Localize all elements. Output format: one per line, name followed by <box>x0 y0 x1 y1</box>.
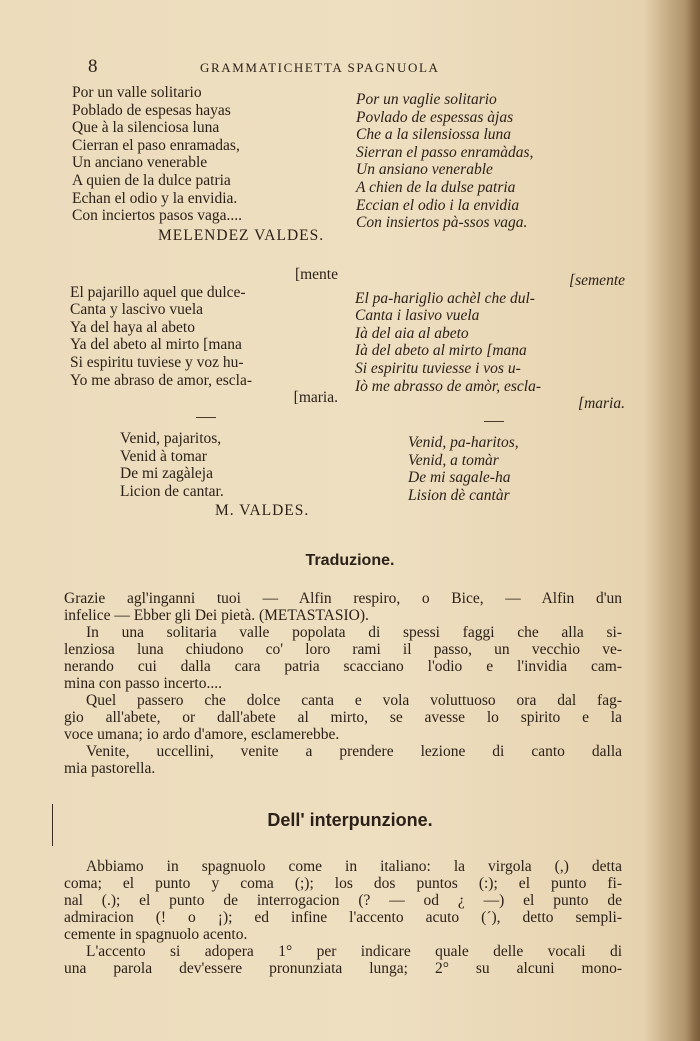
pronunciation-line: Un ansiano venerable <box>356 161 493 179</box>
text-line: infelice — Ebber gli Dei pietà. (METASTASIO). <box>64 607 369 624</box>
page-number: 8 <box>88 56 98 77</box>
text-line: mia pastorella. <box>64 760 156 777</box>
text-line: mina con passo incerto.... <box>64 675 222 692</box>
poem-author: M. VALDES. <box>215 502 310 520</box>
section-dash <box>196 417 216 418</box>
pronunciation-line: Iò me abrasso de amòr, escla- <box>355 377 541 395</box>
verse-line: A quien de la dulce patria <box>72 171 231 189</box>
verse-line: Canta y lascivo vuela <box>70 301 203 319</box>
verse-line: Si espiritu tuviese y voz hu- <box>70 353 244 371</box>
pronunciation-line: A chien de la dulse patria <box>356 178 516 196</box>
text-line: voce umana; io ardo d'amore, esclamerebbe. <box>64 726 340 743</box>
punctuation-paragraph <box>64 858 622 977</box>
text-line: admiracion (! o ¡); ed infine l'accento acuto (´), detto sempli- <box>64 909 622 926</box>
text-line: una parola dev'essere pronunziata lunga; 2° su alcuni mono- <box>64 960 622 977</box>
pronunciation-line: Por un vaglie solitario <box>356 91 497 108</box>
translation-paragraph <box>64 590 622 777</box>
text-line: nal (.); el punto de interrogacion (? — od ¿ —) el punto de <box>64 892 622 909</box>
text-line: Grazie agl'inganni tuoi — Alfin respiro, o Bice, — Alfin d'un <box>64 590 622 607</box>
pronunciation-line: Ià del aia al abeto <box>355 324 469 342</box>
text-line: nerando cui dalla cara patria scacciano l'odio e l'invidia cam- <box>64 658 622 675</box>
text-line: Venite, uccellini, venite a prendere lezione di canto dalla <box>86 743 622 760</box>
verse-line: Yo me abraso de amor, escla- <box>70 371 253 389</box>
verse-line: Poblado de espesas hayas <box>72 101 231 119</box>
verse-line: De mi zagàleja <box>120 465 213 483</box>
pronunciation-line: Canta i lasivo vuela <box>355 307 480 325</box>
text-line: Abbiamo in spagnuolo come in italiano: la virgola (,) detta <box>86 858 622 875</box>
pronunciation-line: Ià del abeto al mirto [mana <box>355 342 527 360</box>
pronunciation-line: Lision dè cantàr <box>408 486 510 504</box>
pronunciation-line: Sierran el passo enramàdas, <box>356 143 534 161</box>
translation-heading: Traduzione. <box>305 552 395 569</box>
pronunciation-line: Venid, pa-haritos, <box>408 434 519 451</box>
verse-line: Cierran el paso enramadas, <box>72 136 240 154</box>
verse-line: Un anciano venerable <box>72 154 208 172</box>
pronunciation-line: Venid, a tomàr <box>408 451 499 469</box>
pronunciation-continuation: [semente <box>569 272 625 289</box>
pronunciation-line: De mi sagale-ha <box>408 469 511 487</box>
punctuation-heading: Dell' interpunzione. <box>267 810 433 830</box>
poem1-spanish-column <box>72 84 347 244</box>
verse-line: Licion de cantar. <box>120 482 224 500</box>
page-header <box>88 56 628 78</box>
verse-line: El pajarillo aquel que dulce- <box>70 283 246 301</box>
verse-line: Ya del haya al abeto <box>70 318 195 336</box>
verse-continuation: [maria. <box>293 389 338 407</box>
poem2-spanish-column <box>70 266 338 407</box>
pronunciation-line: Eccian el odio i la envidia <box>356 196 520 214</box>
poem3-pronunciation-column <box>408 434 628 504</box>
text-line: lenziosa luna chiudono co' loro rami il passo, un vecchio ve- <box>64 641 622 658</box>
text-line: cemente in spagnuolo acento. <box>64 926 248 943</box>
page-edge-shadow <box>686 0 700 1041</box>
verse-line: Ya del abeto al mirto [mana <box>70 336 242 354</box>
verse-line: Con inciertos pasos vaga.... <box>72 207 243 225</box>
text-line: coma; el punto y coma (;); los dos puntos (:); el punto fi- <box>64 875 622 892</box>
pronunciation-line: Con insiertos pà-ssos vaga. <box>356 214 528 232</box>
running-title: GRAMMATICHETTA SPAGNUOLA <box>200 60 440 75</box>
text-line: Quel passero che dolce canta e vola voluttuoso ora dal fag- <box>86 692 622 709</box>
pronunciation-line: Si espiritu tuviesse i vos u- <box>355 359 521 377</box>
verse-line: Por un valle solitario <box>72 84 202 101</box>
pronunciation-line: Che a la silensiossa luna <box>356 126 512 144</box>
verse-line: Venid à tomar <box>120 447 207 465</box>
text-line: In una solitaria valle popolata di spessi faggi che alla si- <box>86 624 622 641</box>
verse-line: Venid, pajaritos, <box>120 430 222 447</box>
poem2-pronunciation-column <box>355 272 625 413</box>
verse-line: Echan el odio y la envidia. <box>72 189 238 207</box>
section-dash <box>484 421 504 422</box>
text-line: gio all'abete, or dall'abete al mirto, se avesse lo spirito e la <box>64 709 622 726</box>
poem3-spanish-column <box>120 430 340 520</box>
poem1-pronunciation-column <box>356 91 631 232</box>
verse-line: Que à la silenciosa luna <box>72 119 220 137</box>
text-line: L'accento si adopera 1° per indicare quale delle vocali di <box>86 943 622 960</box>
pronunciation-line: El pa-hariglio achèl che dul- <box>355 289 535 307</box>
pronunciation-continuation: [maria. <box>578 395 625 413</box>
pronunciation-line: Povlado de espessas àjas <box>356 108 514 126</box>
verse-continuation: [mente <box>294 266 338 283</box>
poem-author: MELENDEZ VALDES. <box>158 226 325 244</box>
